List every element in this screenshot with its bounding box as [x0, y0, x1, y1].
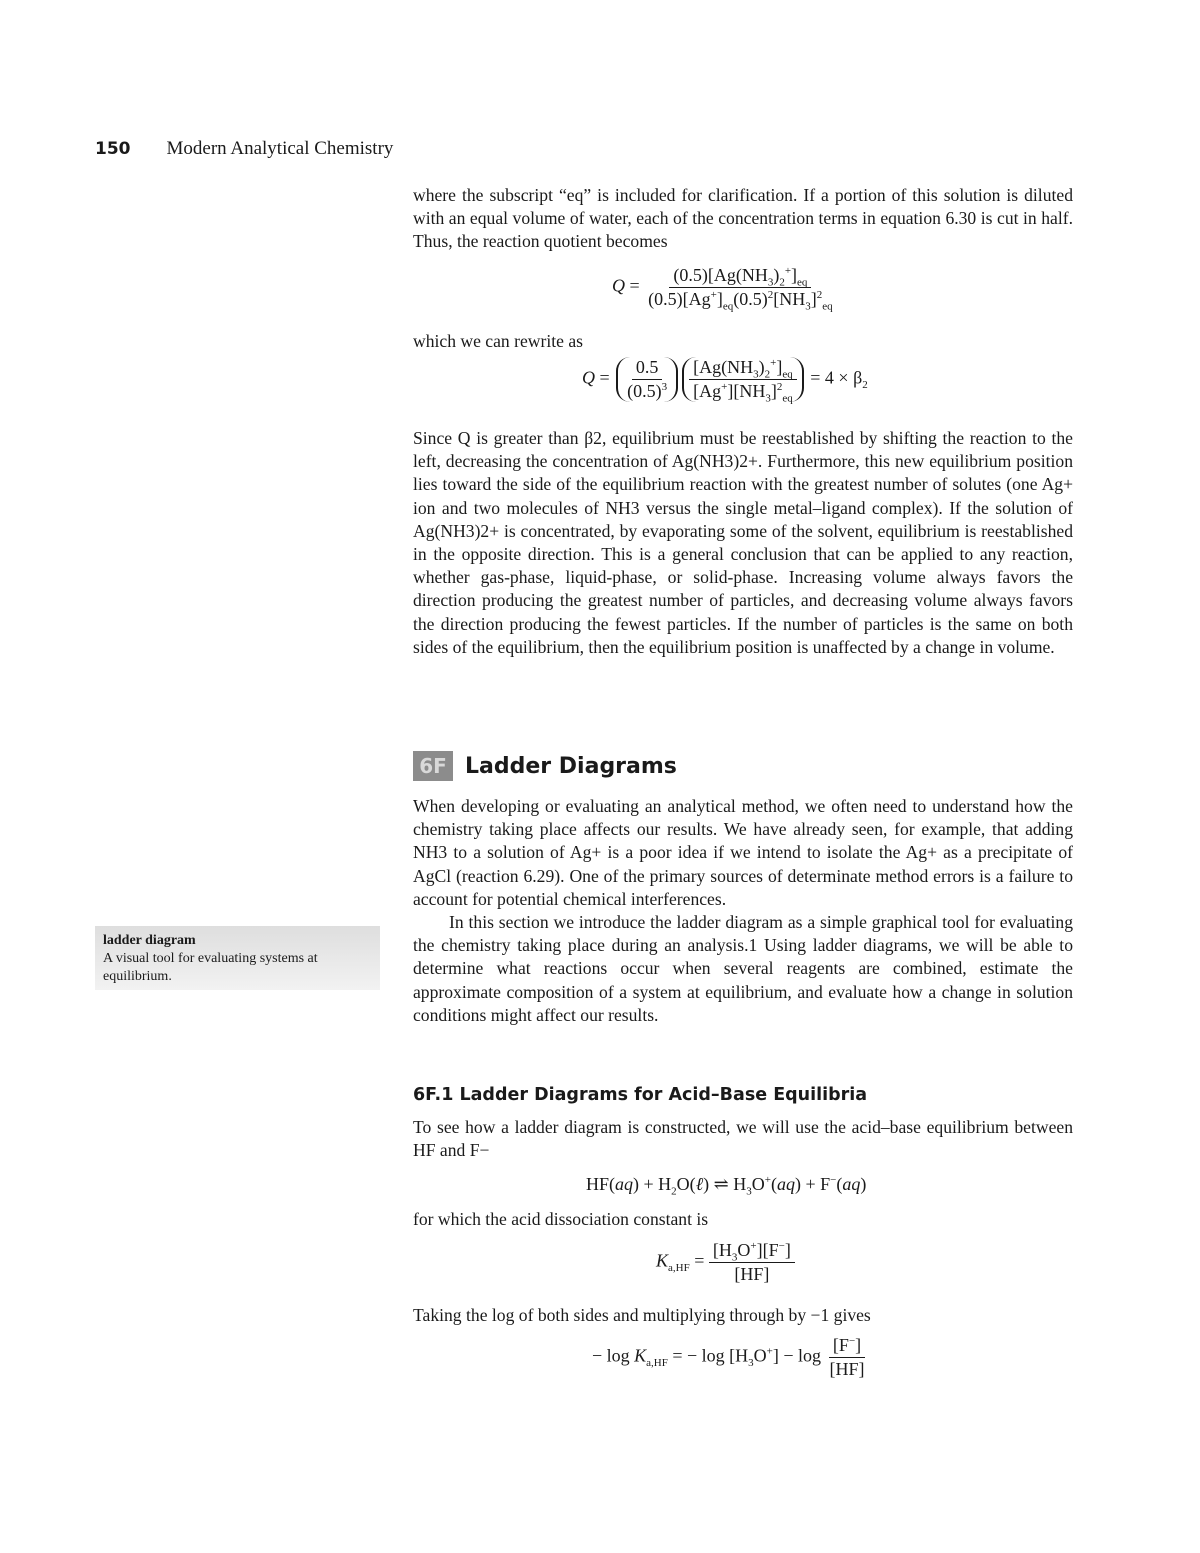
margin-definition-box	[95, 926, 380, 990]
paragraph-text: which we can rewrite as	[413, 331, 583, 351]
paragraph-text: where the subscript “eq” is included for clarification. If a portion of this solution is diluted with an equal volume of water, each of the concentration terms in equation 6.30 is cut in half. Thus, the reaction quotient becomes	[413, 185, 1073, 252]
margin-definition: A visual tool for evaluating systems at equilibrium.	[103, 951, 318, 984]
section-title: Ladder Diagrams	[465, 753, 677, 779]
paragraph-rewrite	[413, 330, 1073, 353]
paragraph-text: To see how a ladder diagram is constructed, we will use the acid–base equilibrium between HF and F−	[413, 1117, 1073, 1161]
paragraph-ladder-intro	[413, 795, 1073, 1027]
equation-rhs: = 4 × β	[810, 367, 863, 388]
paragraph-volume-effect	[413, 427, 1073, 659]
paragraph-intro	[413, 184, 1073, 254]
margin-term: ladder diagram	[103, 933, 196, 948]
paragraph-text: for which the acid dissociation constant is	[413, 1209, 709, 1229]
subsection-heading: 6F.1 Ladder Diagrams for Acid–Base Equilibria	[413, 1085, 868, 1105]
section-number-badge: 6F	[413, 751, 453, 781]
paragraph-text: When developing or evaluating an analytical method, we often need to understand how the chemistry taking place affects our results. We have already seen, for example, that adding NH3 to a solution of Ag+ is a poor idea if we intend to isolate the Ag+ as a precipitate of AgCl (reaction 6.29). One of the primary sources of determinate method errors is a failure to account for potential chemical interferences.	[413, 796, 1073, 909]
paragraph-text: Taking the log of both sides and multiplying through by −1 gives	[413, 1305, 871, 1325]
paragraph-text: In this section we introduce the ladder diagram as a simple graphical tool for evaluating the chemistry taking place during an analysis.1 Using ladder diagrams, we will be able to determine what reactions occur when several reagents are combined, estimate the approximate composition of a system at equilibrium, and evaluate how a change in solution conditions might affect our results.	[413, 912, 1073, 1025]
equation-ka-hf: $K_{a,HF}$ = $\frac{[H_3O^+][F^-]}{[HF]}$	[656, 1240, 795, 1285]
equation-reaction-quotient-rewritten: Q = $\frac{0.5}{(0.5)^3}$ $\frac{[Ag(NH_3)_2^+]_{eq}}{[Ag^+][NH_3]^2_{eq}}$ = $4 \times \beta_2$	[582, 357, 868, 405]
paragraph-hf	[413, 1116, 1073, 1162]
paragraph-ka	[413, 1208, 1073, 1231]
paragraph-text: Since Q is greater than β2, equilibrium must be reestablished by shifting the reaction to the left, decreasing the concentration of Ag(NH3)2+. Furthermore, this new equilibrium position lies toward the side of the equilibrium reaction with the greatest number of solutes (one Ag+ ion and two molecules of NH3 versus the single metal–ligand complex). If the solution of Ag(NH3)2+ is concentrated, by evaporating some of the solvent, equilibrium is reestablished in the opposite direction. This is a general conclusion that can be applied to any reaction, whether gas-phase, liquid-phase, or solid-phase. Increasing volume always favors the direction producing the greatest number of particles, and decreasing volume always favors the direction producing the fewest particles. If the number of particles is the same on both sides of the equilibrium, then the equilibrium position is unaffected by a change in volume.	[413, 428, 1073, 657]
equation-reaction-quotient: Q = $\frac{(0.5)[Ag(NH_3)_2^+]_{eq}}{(0.5)[Ag^+]_{eq}(0.5)^2[NH_3]^2_{eq}}$	[612, 265, 833, 313]
equation-hf-dissociation: $HF(aq) + H_2O(\ell)$ ⇌ $H_3O^+(aq) + F^-(aq)$	[586, 1174, 867, 1198]
paragraph-log	[413, 1304, 1073, 1327]
equation-log-ka: − $\log K_{a,HF}$ = − $\log [H_3O^+] - \log$ $\frac{[F^-]}{[HF]}$	[592, 1335, 865, 1379]
book-title: Modern Analytical Chemistry	[166, 138, 394, 159]
section-heading	[413, 751, 677, 781]
page-number: 150	[95, 139, 131, 159]
running-header	[95, 138, 393, 160]
